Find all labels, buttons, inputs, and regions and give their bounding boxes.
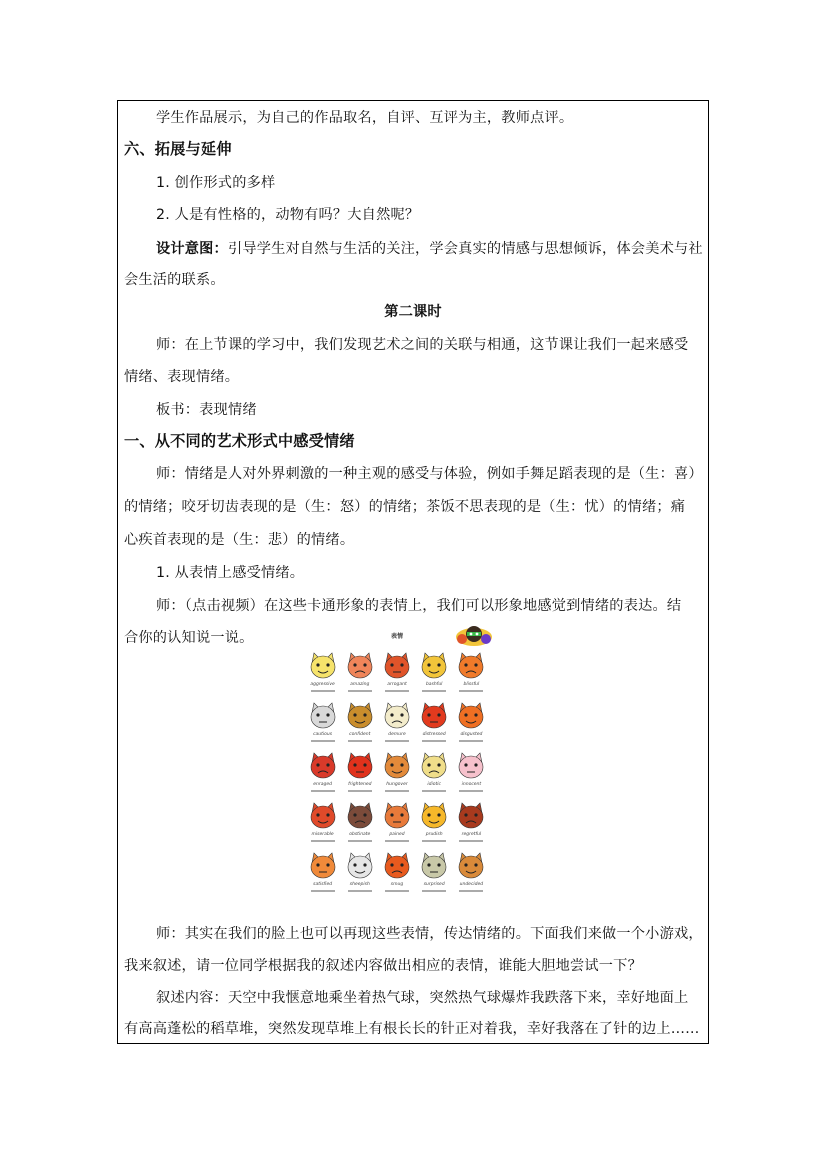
face-cell <box>416 648 453 698</box>
cartoon-face-icon <box>382 851 412 881</box>
face-caption-bar <box>311 740 335 742</box>
face-caption-bar <box>348 740 372 742</box>
face-cell <box>304 748 341 798</box>
face-label: confident <box>349 732 371 737</box>
face-label: amazing <box>350 682 370 687</box>
text-line: 有高高蓬松的稻草堆，突然发现草堆上有根长长的针正对着我，幸好我落在了针的边上…… <box>124 1021 700 1037</box>
face-label: surprised <box>423 882 445 887</box>
cartoon-face-icon <box>382 651 412 681</box>
list-item: 2. 人是有性格的，动物有吗？大自然呢？ <box>156 207 420 223</box>
cartoon-face-icon <box>419 701 449 731</box>
face-label: miserable <box>311 832 334 837</box>
face-caption-bar <box>385 840 409 842</box>
cartoon-face-icon <box>382 701 412 731</box>
face-cell <box>304 848 341 898</box>
cartoon-face-icon <box>456 651 486 681</box>
face-label: smug <box>390 882 404 887</box>
face-cell <box>341 648 378 698</box>
face-cell <box>453 698 490 748</box>
face-label: satisfied <box>313 882 333 887</box>
section-heading: 六、拓展与延伸 <box>124 140 232 158</box>
face-caption-bar <box>459 840 483 842</box>
face-cell <box>378 848 415 898</box>
face-caption-bar <box>459 890 483 892</box>
text-line: 我来叙述，请一位同学根据我的叙述内容做出相应的表情，谁能大胆地尝试一下？ <box>124 958 642 974</box>
face-caption-bar <box>422 840 446 842</box>
face-label: pained <box>389 832 405 837</box>
cartoon-face-icon <box>345 651 375 681</box>
design-intent-line <box>156 239 703 259</box>
face-label: bashful <box>425 682 443 687</box>
face-cell <box>416 698 453 748</box>
face-label: idiotic <box>427 782 441 787</box>
cartoon-face-icon <box>308 701 338 731</box>
face-label: blissful <box>463 682 480 687</box>
list-item: 1. 从表情上感受情绪。 <box>156 565 305 581</box>
face-cell <box>341 748 378 798</box>
cartoon-face-icon <box>456 751 486 781</box>
cartoon-face-icon <box>419 851 449 881</box>
face-caption-bar <box>348 890 372 892</box>
face-caption-bar <box>311 690 335 692</box>
face-caption-bar <box>385 690 409 692</box>
face-caption-bar <box>459 740 483 742</box>
figure-title: 表情 <box>390 633 403 640</box>
face-label: cautious <box>313 732 333 737</box>
text-line: 心疾首表现的是（生：悲）的情绪。 <box>124 532 355 548</box>
face-caption-bar <box>311 890 335 892</box>
cartoon-face-icon <box>382 801 412 831</box>
text-line: 师：情绪是人对外界刺激的一种主观的感受与体验，例如手舞足蹈表现的是（生：喜） <box>156 466 703 482</box>
cartoon-face-icon <box>345 751 375 781</box>
face-cell <box>453 648 490 698</box>
face-label: distressed <box>422 732 446 737</box>
face-caption-bar <box>385 740 409 742</box>
list-item: 1. 创作形式的多样 <box>156 175 276 191</box>
text-line: 情绪、表现情绪。 <box>124 369 240 385</box>
face-cell <box>378 648 415 698</box>
cartoon-face-icon <box>308 751 338 781</box>
text-line: 的情绪；咬牙切齿表现的是（生：怒）的情绪；茶饭不思表现的是（生：忧）的情绪；痛 <box>124 499 686 515</box>
face-label: sheepish <box>349 882 370 887</box>
face-cell <box>453 848 490 898</box>
cartoon-face-icon <box>308 651 338 681</box>
face-caption-bar <box>422 790 446 792</box>
text-line: 师：在上节课的学习中，我们发现艺术之间的关联与相通，这节课让我们一起来感受 <box>156 337 689 353</box>
text-line: 叙述内容：天空中我惬意地乘坐着热气球，突然热气球爆炸我跌落下来，幸好地面上 <box>156 990 689 1006</box>
cartoon-face-icon <box>419 751 449 781</box>
face-cell <box>341 848 378 898</box>
emotion-faces-figure <box>304 622 490 898</box>
cartoon-face-icon <box>308 851 338 881</box>
face-cell <box>416 748 453 798</box>
cartoon-face-icon <box>419 801 449 831</box>
face-caption-bar <box>348 690 372 692</box>
face-caption-bar <box>311 840 335 842</box>
text-line: 板书：表现情绪 <box>156 402 257 418</box>
cartoon-face-icon <box>456 801 486 831</box>
face-label: regretful <box>461 832 482 837</box>
text-line: 师：其实在我们的脸上也可以再现这些表情，传达情绪的。下面我们来做一个小游戏， <box>156 926 703 942</box>
face-caption-bar <box>385 890 409 892</box>
face-caption-bar <box>459 790 483 792</box>
design-intent-text: 引导学生对自然与生活的关注，学会真实的情感与思想倾诉，体会美术与社 <box>227 241 703 257</box>
text-line: 会生活的联系。 <box>124 272 225 288</box>
face-label: hungover <box>386 782 408 787</box>
face-label: innocent <box>461 782 482 787</box>
face-label: frightened <box>348 782 372 787</box>
face-cell <box>341 798 378 848</box>
face-cell <box>304 798 341 848</box>
face-label: enraged <box>313 782 332 787</box>
face-label: arrogant <box>387 682 407 687</box>
face-cell <box>378 798 415 848</box>
face-cell <box>416 848 453 898</box>
face-caption-bar <box>348 790 372 792</box>
cartoon-face-icon <box>419 651 449 681</box>
face-label: obstinate <box>349 832 371 837</box>
face-cell <box>378 698 415 748</box>
face-caption-bar <box>385 790 409 792</box>
cartoon-face-icon <box>345 801 375 831</box>
mascot-icon <box>454 622 494 650</box>
face-cell <box>304 648 341 698</box>
face-cell <box>304 698 341 748</box>
lesson-title: 第二课时 <box>384 304 442 320</box>
face-caption-bar <box>348 840 372 842</box>
cartoon-face-icon <box>345 701 375 731</box>
text-line: 学生作品展示，为自己的作品取名，自评、互评为主，教师点评。 <box>156 110 574 126</box>
face-label: prudish <box>425 832 443 837</box>
face-label: demure <box>388 732 406 737</box>
face-cell <box>453 748 490 798</box>
face-label: undecided <box>459 882 484 887</box>
cartoon-face-icon <box>456 851 486 881</box>
face-cell <box>453 798 490 848</box>
cartoon-face-icon <box>382 751 412 781</box>
face-grid <box>304 648 490 898</box>
text-line: 师：（点击视频）在这些卡通形象的表情上，我们可以形象地感觉到情绪的表达。结 <box>156 598 682 614</box>
face-caption-bar <box>422 690 446 692</box>
face-cell <box>378 748 415 798</box>
cartoon-face-icon <box>345 851 375 881</box>
face-caption-bar <box>311 790 335 792</box>
design-intent-label: 设计意图： <box>156 241 228 257</box>
face-caption-bar <box>422 740 446 742</box>
face-caption-bar <box>422 890 446 892</box>
face-label: aggressive <box>310 682 335 687</box>
cartoon-face-icon <box>456 701 486 731</box>
section-heading: 一、从不同的艺术形式中感受情绪 <box>124 432 355 450</box>
face-label: disgusted <box>460 732 483 737</box>
face-caption-bar <box>459 690 483 692</box>
text-line: 合你的认知说一说。 <box>124 630 254 646</box>
cartoon-face-icon <box>308 801 338 831</box>
face-cell <box>341 698 378 748</box>
face-cell <box>416 798 453 848</box>
